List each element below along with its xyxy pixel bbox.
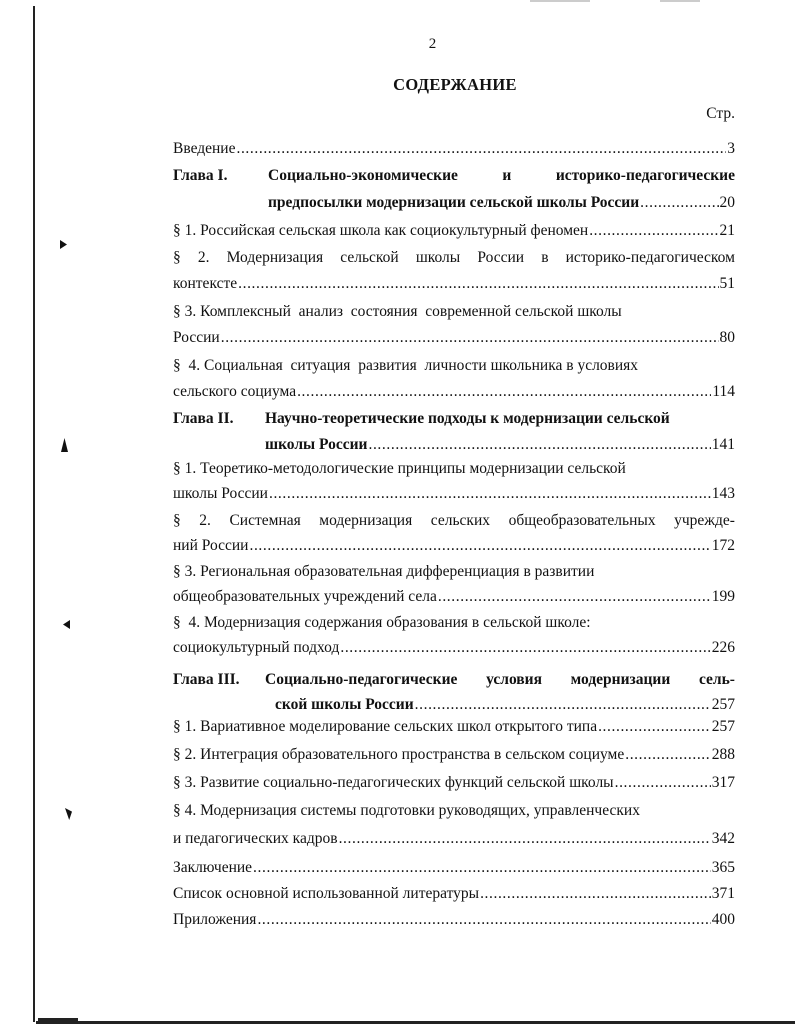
binding-hole-mark	[61, 438, 68, 452]
toc-entry-continuation: сельского социума ..... 114	[173, 382, 735, 402]
toc-entry-continuation: общеобразовательных учреждений села ..... 199	[173, 587, 735, 607]
leader-dots	[269, 484, 711, 504]
toc-entry-section: § 3. Комплексный анализ состояния современной сельской школы	[173, 303, 622, 320]
toc-entry-appendices: Приложения ..... 400	[173, 910, 735, 930]
scan-smudge	[660, 0, 700, 2]
toc-entry-continuation: России ..... 80	[173, 328, 735, 348]
binding-hole-mark	[65, 808, 72, 820]
toc-entry-section: § 1. Теоретико-методологические принципы модернизации сельской	[173, 460, 626, 477]
leader-dots	[480, 884, 711, 904]
toc-entry-section: § 2. Модернизация сельской школы России в историко-педагогическом	[173, 249, 735, 266]
page-title: СОДЕРЖАНИЕ	[393, 75, 517, 94]
toc-entry-section: § 4. Социальная ситуация развития личности школьника в условиях	[173, 357, 639, 374]
toc-entry-section: § 4. Модернизация содержания образования в сельской школе:	[173, 614, 591, 631]
leader-dots	[249, 536, 710, 556]
leader-dots	[236, 139, 726, 159]
toc-entry-chapter-1: предпосылки модернизации сельской школы России ..... 20	[268, 193, 735, 213]
leader-dots	[368, 435, 710, 455]
leader-dots	[257, 910, 710, 930]
scan-border-corner	[38, 1018, 78, 1022]
toc-entry-conclusion: Заключение ..... 365	[173, 858, 735, 878]
toc-entry-chapter-2: школы России ..... 141	[265, 435, 735, 455]
toc-entry-section: § 1. Вариативное моделирование сельских школ открытого типа ..... 257	[173, 717, 735, 737]
chapter-title: Научно-теоретические подходы к модернизации сельской	[265, 410, 670, 427]
chapter-label: Глава II.	[173, 410, 234, 427]
toc-entry-bibliography: Список основной использованной литературы ..... 371	[173, 884, 735, 904]
leader-dots	[339, 829, 711, 849]
toc-entry-section: § 3. Развитие социально-педагогических функций сельской школы ..... 317	[173, 773, 735, 793]
leader-dots	[615, 773, 711, 793]
leader-dots	[625, 745, 711, 765]
toc-entry-continuation: социокультурный подход ..... 226	[173, 638, 735, 658]
toc-entry-section: § 4. Модернизация системы подготовки руководящих, управленческих	[173, 802, 640, 819]
leader-dots	[238, 274, 718, 294]
toc-entry-chapter-3: ской школы России ..... 257	[275, 695, 735, 715]
toc-entry-intro: Введение ..... 3	[173, 139, 735, 159]
binding-hole-mark	[63, 620, 70, 629]
leader-dots	[340, 638, 710, 658]
leader-dots	[438, 587, 711, 607]
leader-dots	[253, 858, 711, 878]
leader-dots	[297, 382, 711, 402]
toc-entry-continuation: и педагогических кадров ..... 342	[173, 829, 735, 849]
page-number: 2	[428, 36, 437, 52]
toc-entry-continuation: контексте ..... 51	[173, 274, 735, 294]
toc-entry-section: § 2. Интеграция образовательного пространства в сельском социуме ..... 288	[173, 745, 735, 765]
scan-border-left	[33, 6, 35, 1022]
chapter-label: Глава III.	[173, 671, 240, 688]
scan-border-bottom	[36, 1021, 795, 1024]
toc-entry-section: § 3. Региональная образовательная дифференциация в развитии	[173, 563, 595, 580]
toc-entry-section: § 1. Российская сельская школа как социокультурный феномен ..... 21	[173, 221, 735, 241]
binding-hole-mark	[60, 240, 67, 249]
toc-entry-section: § 2. Системная модернизация сельских общеобразовательных учрежде-	[173, 512, 735, 529]
chapter-label: Глава I.	[173, 167, 228, 184]
chapter-title: Социально-экономические и историко-педагогические	[268, 167, 735, 184]
page-column-label: Стр.	[706, 105, 735, 122]
toc-entry-continuation: ний России ..... 172	[173, 536, 735, 556]
leader-dots	[221, 328, 719, 348]
leader-dots	[598, 717, 711, 737]
leader-dots	[589, 221, 718, 241]
leader-dots	[415, 695, 711, 715]
scan-smudge	[530, 0, 590, 2]
toc-entry-continuation: школы России ..... 143	[173, 484, 735, 504]
leader-dots	[640, 193, 718, 213]
chapter-title: Социально-педагогические условия модернизации сель-	[265, 671, 735, 688]
